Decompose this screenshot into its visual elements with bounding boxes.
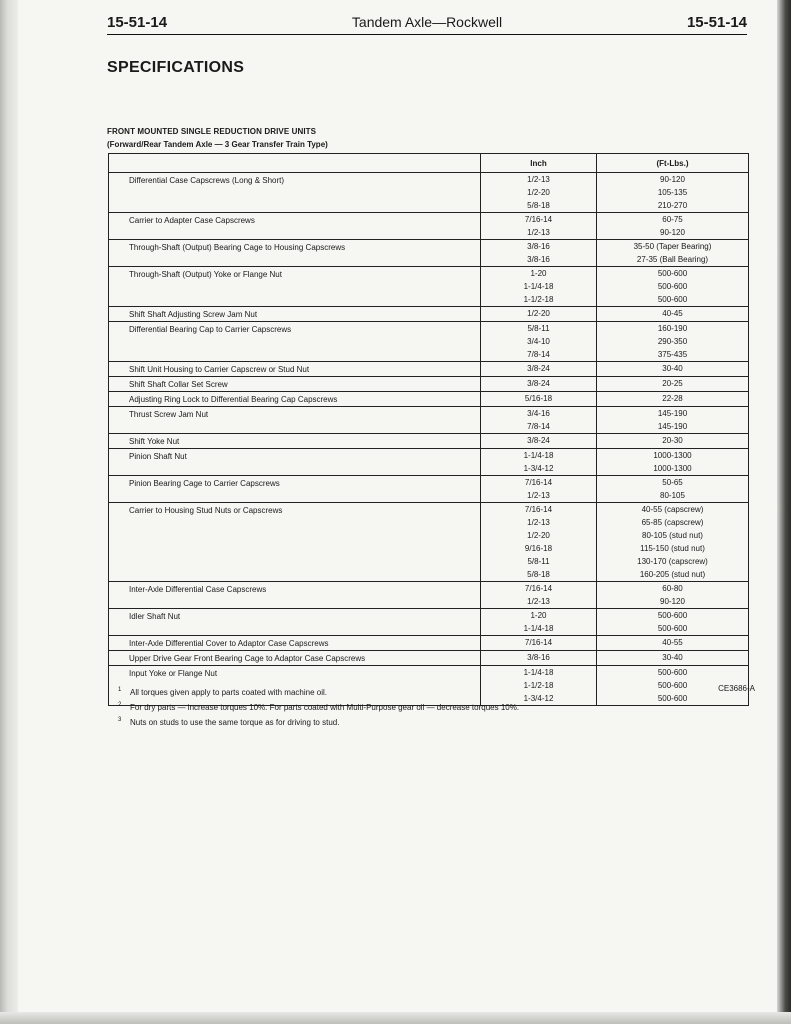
inch-value: 9/16-18 [524,544,553,553]
inch-value: 3/8-16 [527,255,550,264]
inch-value: 3/8-24 [527,379,550,388]
spec-description [109,503,481,582]
inch-value: 1-1/2-18 [523,295,554,304]
inch-value: 5/8-11 [527,324,550,333]
inch-value: 1/2-20 [527,309,550,318]
spec-description-text: Pinion Shaft Nut [129,452,187,461]
torque-value: 210-270 [657,201,688,210]
spec-description-text: Upper Drive Gear Front Bearing Cage to Adaptor Case Capscrews [129,654,366,663]
table-subtitle: FRONT MOUNTED SINGLE REDUCTION DRIVE UNITS [107,127,317,136]
spec-description-text: Carrier to Housing Stud Nuts or Capscrews [129,506,283,515]
torque-value: 290-350 [657,337,688,346]
torque-value: 20-30 [662,436,683,445]
inch-value: 1/2-13 [527,518,550,527]
spec-description [109,240,481,267]
spec-inch [481,377,597,392]
binding-shadow [0,0,18,1024]
spec-torque [597,267,749,307]
spec-torque [597,377,749,392]
spec-inch [481,322,597,362]
spec-description [109,377,481,392]
inch-value: 1-1/2-18 [523,681,554,690]
spec-description [109,213,481,240]
spec-description-text: Carrier to Adapter Case Capscrews [129,216,255,225]
torque-value: 35-50 (Taper Bearing) [633,242,712,251]
spec-inch [481,476,597,503]
footnote [118,715,519,730]
spec-description-text: Input Yoke or Flange Nut [129,669,218,678]
torque-value: 40-45 [662,309,683,318]
inch-value: 1/2-13 [527,597,550,606]
spec-torque [597,407,749,434]
spec-torque [597,651,749,666]
spec-inch [481,213,597,240]
page-title: SPECIFICATIONS [107,59,245,76]
table-row [109,213,749,240]
spec-inch [481,651,597,666]
table-body [109,173,749,706]
inch-value: 1-3/4-12 [523,694,554,703]
column-header-inch: Inch [481,154,597,173]
spec-torque [597,582,749,609]
inch-value: 7/16-14 [524,638,553,647]
spec-description [109,407,481,434]
table-row [109,377,749,392]
torque-value: 60-80 [662,584,683,593]
torque-value: 160-190 [657,324,688,333]
spec-inch [481,173,597,213]
torque-value: 500-600 [657,694,688,703]
table-row [109,651,749,666]
spec-description [109,651,481,666]
table-row [109,307,749,322]
inch-value: 1-1/4-18 [523,668,554,677]
inch-value: 7/8-14 [527,350,550,359]
spec-description [109,307,481,322]
footnote [118,700,519,715]
torque-value: 20-25 [662,379,683,388]
torque-value: 1000-1300 [653,464,692,473]
spec-description-text: Inter-Axle Differential Case Capscrews [129,585,267,594]
spec-torque [597,213,749,240]
figure-code: CE3686-A [718,684,755,693]
spec-description-text: Adjusting Ring Lock to Differential Bearing Cap Capscrews [129,395,338,404]
table-header-row [109,154,749,173]
table-row [109,609,749,636]
inch-value: 1-3/4-12 [523,464,554,473]
spec-torque [597,392,749,407]
torque-value: 500-600 [657,282,688,291]
torque-spec-table [108,153,749,706]
spec-torque [597,322,749,362]
torque-value: 160-205 (stud nut) [639,570,706,579]
spec-description [109,267,481,307]
inch-value: 5/8-18 [527,570,550,579]
table-row [109,173,749,213]
inch-value: 5/8-11 [527,557,550,566]
inch-value: 1-1/4-18 [523,624,554,633]
page-edge-bottom [0,1012,791,1024]
spec-description-text: Shift Yoke Nut [129,437,180,446]
spec-inch [481,503,597,582]
spec-description-text: Shift Shaft Collar Set Screw [129,380,228,389]
torque-value: 1000-1300 [653,451,692,460]
torque-value: 65-85 (capscrew) [641,518,704,527]
inch-value: 1-20 [530,269,547,278]
spec-inch [481,240,597,267]
torque-value: 500-600 [657,611,688,620]
inch-value: 7/16-14 [524,505,553,514]
footnotes [118,685,519,730]
torque-value: 145-190 [657,422,688,431]
torque-value: 40-55 [662,638,683,647]
spec-description-text: Through-Shaft (Output) Yoke or Flange Nut [129,270,282,279]
inch-value: 5/16-18 [524,394,553,403]
spec-description [109,476,481,503]
column-header-torque: (Ft-Lbs.) [597,154,749,173]
spec-description [109,362,481,377]
torque-value: 130-170 (capscrew) [637,557,708,566]
inch-value: 3/4-16 [527,409,550,418]
spec-description-text: Through-Shaft (Output) Bearing Cage to Housing Capscrews [129,243,346,252]
torque-value: 30-40 [662,653,683,662]
spec-description [109,434,481,449]
inch-value: 1-20 [530,611,547,620]
spec-description [109,173,481,213]
table-row [109,240,749,267]
footnote-text: For dry parts — increase torques 10%. For parts coated with Multi-Purpose gear oil — decrease torques 10%. [130,703,520,712]
spec-description [109,322,481,362]
inch-value: 7/8-14 [527,422,550,431]
footnote [118,685,519,700]
inch-value: 1/2-20 [527,188,550,197]
spec-torque [597,307,749,322]
torque-value: 115-150 (stud nut) [640,544,705,553]
inch-value: 7/16-14 [524,215,553,224]
table-row [109,582,749,609]
torque-value: 30-40 [662,364,683,373]
table-row [109,322,749,362]
inch-value: 1/2-13 [527,491,550,500]
spec-inch [481,362,597,377]
torque-value: 80-105 (stud nut) [642,531,703,540]
torque-value: 500-600 [657,624,688,633]
spec-description [109,636,481,651]
spec-inch [481,267,597,307]
inch-value: 5/8-18 [527,201,550,210]
spec-description-text: Differential Case Capscrews (Long & Short) [129,176,285,185]
table-row [109,476,749,503]
spec-inch [481,449,597,476]
torque-value: 22-28 [662,394,683,403]
spec-torque [597,636,749,651]
table-row [109,449,749,476]
spec-inch [481,392,597,407]
spec-description [109,392,481,407]
inch-value: 1/2-13 [527,175,550,184]
inch-value: 3/4-10 [527,337,550,346]
torque-value: 90-120 [660,228,685,237]
table-row [109,392,749,407]
torque-value: 40-55 (capscrew) [641,505,704,514]
page-number-left: 15-51-14 [107,14,168,31]
spec-torque [597,449,749,476]
torque-value: 145-190 [657,409,688,418]
torque-value: 80-105 [660,491,685,500]
spec-inch [481,434,597,449]
torque-value: 500-600 [657,668,688,677]
table-row [109,407,749,434]
section-title: Tandem Axle—Rockwell [351,14,503,30]
spec-description [109,582,481,609]
inch-value: 1-1/4-18 [523,451,554,460]
inch-value: 3/8-16 [527,242,550,251]
footnote-marker: 3 [118,717,122,723]
inch-value: 1/2-20 [527,531,550,540]
footnote-marker: 2 [118,702,122,708]
table-row [109,636,749,651]
torque-value: 500-600 [657,681,688,690]
spec-inch [481,582,597,609]
inch-value: 1/2-13 [527,228,550,237]
footnote-text: Nuts on studs to use the same torque as for driving to stud. [130,718,340,727]
spec-torque [597,434,749,449]
spec-torque [597,503,749,582]
spec-description-text: Inter-Axle Differential Cover to Adaptor Case Capscrews [129,639,329,648]
torque-value: 50-65 [662,478,683,487]
torque-value: 375-435 [657,350,688,359]
spec-torque [597,173,749,213]
column-header-description [109,154,481,173]
spec-torque [597,476,749,503]
torque-value: 90-120 [660,175,685,184]
torque-value: 60-75 [662,215,683,224]
spec-inch [481,609,597,636]
inch-value: 7/16-14 [524,584,553,593]
inch-value: 3/8-24 [527,364,550,373]
spec-description-text: Thrust Screw Jam Nut [129,410,209,419]
spec-torque [597,362,749,377]
spec-inch [481,407,597,434]
table-row [109,434,749,449]
page-number-right: 15-51-14 [686,14,747,31]
spec-description-text: Shift Shaft Adjusting Screw Jam Nut [129,310,258,319]
table-row [109,503,749,582]
torque-value: 105-135 [657,188,688,197]
inch-value: 1-1/4-18 [523,282,554,291]
inch-value: 3/8-24 [527,436,550,445]
spec-description-text: Shift Unit Housing to Carrier Capscrew or Stud Nut [129,365,310,374]
spec-description [109,609,481,636]
torque-value: 500-600 [657,295,688,304]
inch-value: 3/8-16 [527,653,550,662]
table-row [109,267,749,307]
torque-value: 27-35 (Ball Bearing) [636,255,709,264]
spec-description [109,449,481,476]
torque-value: 500-600 [657,269,688,278]
footnote-text: All torques given apply to parts coated with machine oil. [130,688,327,697]
table-subtitle-2: (Forward/Rear Tandem Axle — 3 Gear Transfer Train Type) [107,140,328,149]
inch-value: 7/16-14 [524,478,553,487]
spec-inch [481,307,597,322]
footnote-marker: 1 [118,687,122,693]
table-row [109,362,749,377]
spec-description-text: Idler Shaft Nut [129,612,181,621]
running-header [107,12,747,35]
torque-value: 90-120 [660,597,685,606]
spec-description-text: Pinion Bearing Cage to Carrier Capscrews [129,479,280,488]
page-edge-right [777,0,791,1024]
spec-torque [597,609,749,636]
spec-inch [481,636,597,651]
spec-description-text: Differential Bearing Cap to Carrier Capscrews [129,325,292,334]
spec-torque [597,240,749,267]
